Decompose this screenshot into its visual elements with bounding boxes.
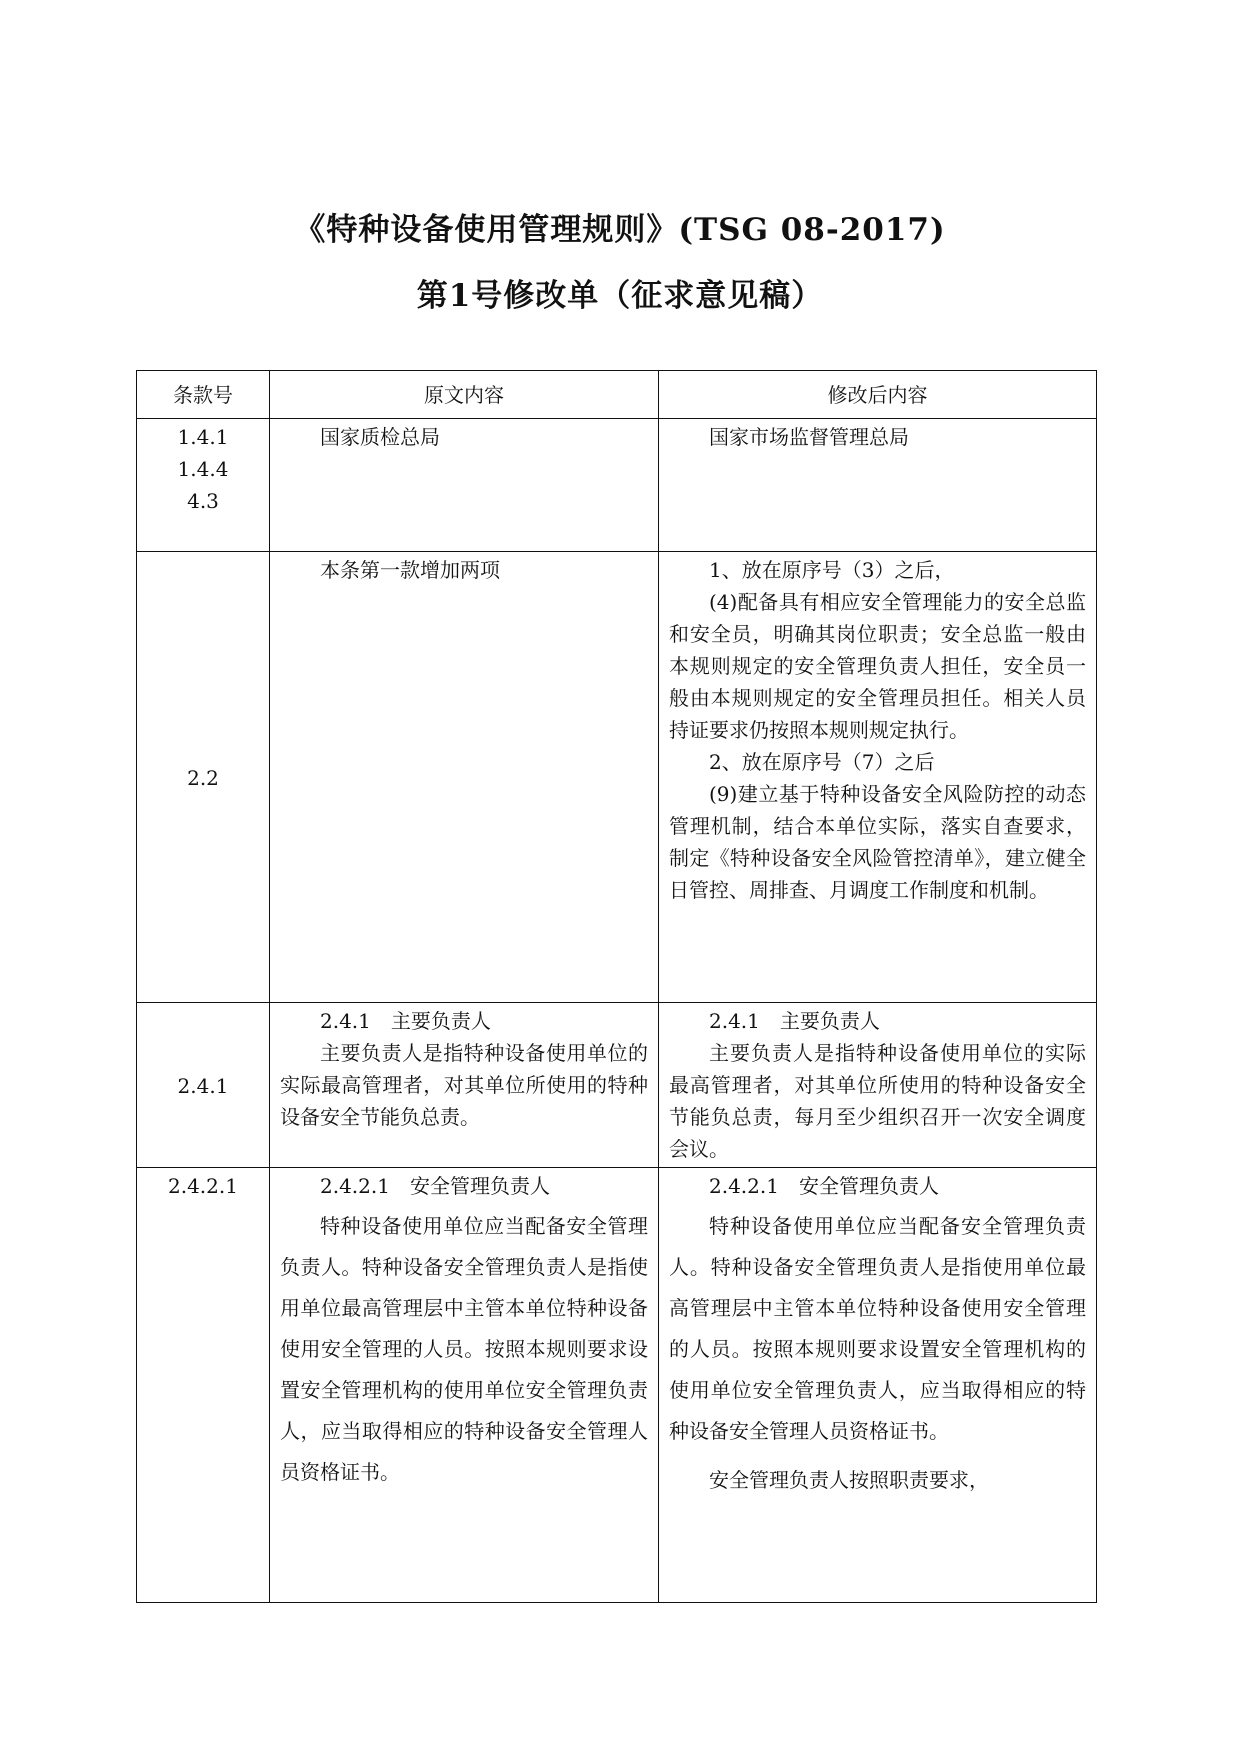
document-title: 《特种设备使用管理规则》(TSG 08-2017)	[294, 212, 946, 248]
revised-text: 2.4.2.1 安全管理负责人	[709, 1174, 939, 1198]
revised-text: 主要负责人是指特种设备使用单位的实际最高管理者，对其单位所使用的特种设备安全节能负总责，每月至少组织召开一次安全调度会议。	[669, 1041, 1086, 1161]
original-cell	[270, 419, 659, 552]
revised-text: 安全管理负责人按照职责要求，	[709, 1468, 989, 1492]
table-row	[137, 1003, 1097, 1168]
original-text: 国家质检总局	[320, 425, 440, 449]
revised-text: 国家市场监督管理总局	[709, 425, 909, 449]
table-header-row	[137, 371, 1097, 419]
original-text: 主要负责人是指特种设备使用单位的实际最高管理者，对其单位所使用的特种设备安全节能负总责。	[280, 1041, 648, 1129]
original-cell	[270, 1003, 659, 1168]
clause-number: 2.2	[187, 766, 219, 790]
original-cell	[270, 1168, 659, 1603]
table-row	[137, 1168, 1097, 1603]
paragraph-gap	[669, 1452, 1086, 1460]
revised-text: 特种设备使用单位应当配备安全管理负责人。特种设备安全管理负责人是指使用单位最高管理层中主管本单位特种设备使用安全管理的人员。按照本规则要求设置安全管理机构的使用单位安全管理负责人，应当取得相应的特种设备安全管理人员资格证书。	[669, 1214, 1086, 1443]
clause-cell	[137, 1168, 270, 1603]
original-text: 特种设备使用单位应当配备安全管理负责人。特种设备安全管理负责人是指使用单位最高管理层中主管本单位特种设备使用安全管理的人员。按照本规则要求设置安全管理机构的使用单位安全管理负责人，应当取得相应的特种设备安全管理人员资格证书。	[280, 1214, 648, 1484]
document-subtitle: 第1号修改单（征求意见稿）	[416, 278, 824, 314]
clause-number: 1.4.1	[177, 425, 229, 449]
clause-number: 2.4.1	[177, 1074, 229, 1098]
revised-cell	[659, 1003, 1097, 1168]
header-revised: 修改后内容	[659, 371, 1097, 419]
table-row	[137, 419, 1097, 552]
clause-number: 4.3	[187, 489, 219, 513]
clause-cell	[137, 419, 270, 552]
clause-cell	[137, 1003, 270, 1168]
revised-text: (9)建立基于特种设备安全风险防控的动态管理机制，结合本单位实际，落实自查要求，制定《特种设备安全风险管控清单》，建立健全日管控、周排查、月调度工作制度和机制。	[669, 782, 1086, 902]
clause-number: 1.4.4	[177, 457, 229, 481]
table-row	[137, 552, 1097, 1003]
original-text: 2.4.1 主要负责人	[320, 1009, 491, 1033]
revised-cell	[659, 1168, 1097, 1603]
original-text: 本条第一款增加两项	[320, 558, 500, 582]
clause-number: 2.4.2.1	[168, 1174, 238, 1198]
revised-text: 2、放在原序号（7）之后	[709, 750, 935, 774]
revised-cell	[659, 419, 1097, 552]
header-original: 原文内容	[270, 371, 659, 419]
original-text: 2.4.2.1 安全管理负责人	[320, 1174, 550, 1198]
header-clause: 条款号	[137, 371, 270, 419]
clause-cell	[137, 552, 270, 1003]
amendment-table	[136, 370, 1097, 1603]
revised-text: 1、放在原序号（3）之后，	[709, 558, 955, 582]
revised-text: 2.4.1 主要负责人	[709, 1009, 880, 1033]
original-cell	[270, 552, 659, 1003]
revised-text: (4)配备具有相应安全管理能力的安全总监和安全员，明确其岗位职责；安全总监一般由本规则规定的安全管理负责人担任，安全员一般由本规则规定的安全管理员担任。相关人员持证要求仍按照本规则规定执行。	[669, 590, 1086, 742]
revised-cell	[659, 552, 1097, 1003]
